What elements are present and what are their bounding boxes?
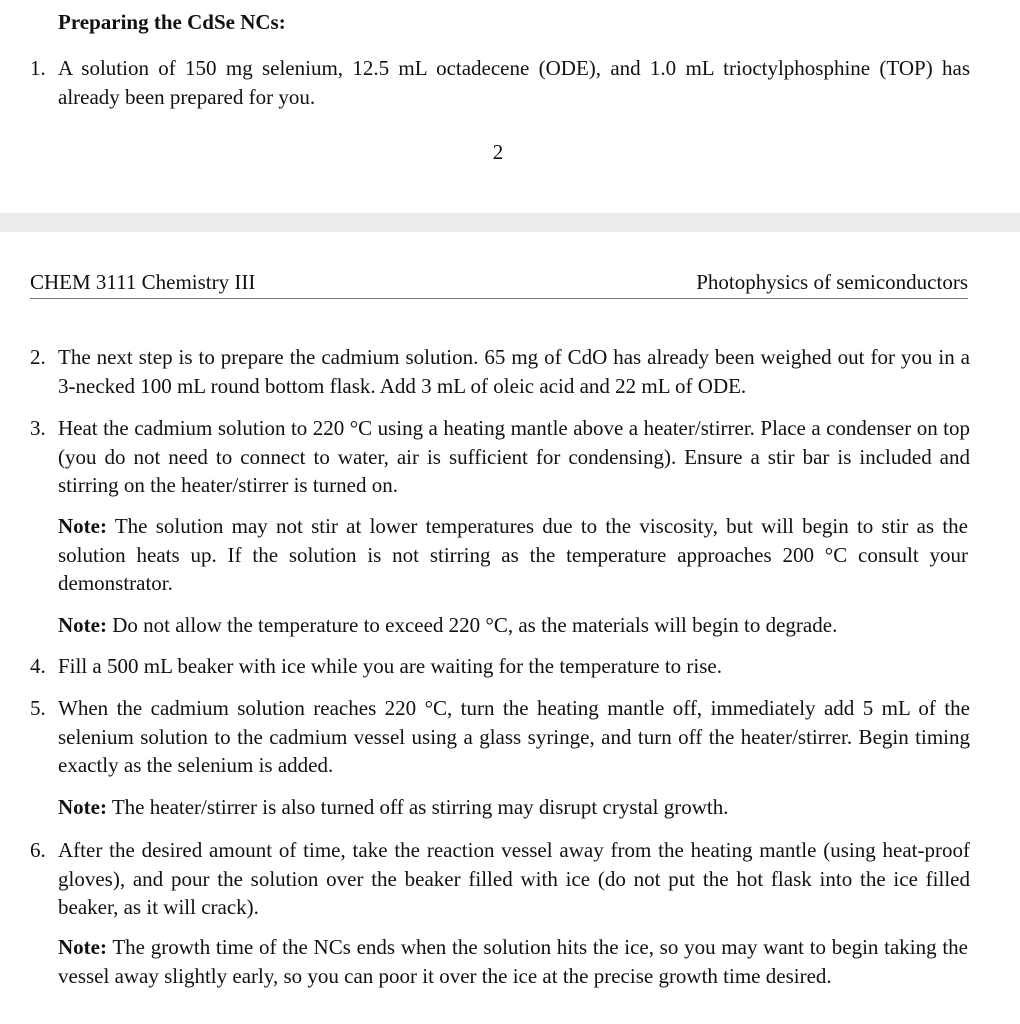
note-text: Do not allow the temperature to exceed 220 °C, as the materials will begin to degrade. bbox=[112, 613, 838, 637]
step-number: 5. bbox=[30, 696, 46, 720]
step-3 bbox=[30, 414, 970, 500]
note-label: Note: bbox=[58, 935, 107, 959]
step-1 bbox=[30, 54, 970, 111]
note-text: The growth time of the NCs ends when the solution hits the ice, so you may want to begin taking the vessel away slightly early, so you can poor it over the ice at the precise growth time desired. bbox=[58, 935, 968, 988]
step-text: The next step is to prepare the cadmium solution. 65 mg of CdO has already been weighed out for you in a 3-necked 100 mL round bottom flask. Add 3 mL of oleic acid and 22 mL of ODE. bbox=[58, 345, 970, 398]
step-4 bbox=[30, 652, 970, 681]
step-text: When the cadmium solution reaches 220 °C, turn the heating mantle off, immediately add 5 mL of the selenium solution to the cadmium vessel using a glass syringe, and turn off the heater/stirrer. Begin timing exactly as the selenium is added. bbox=[58, 696, 970, 777]
step-text: Heat the cadmium solution to 220 °C using a heating mantle above a heater/stirrer. Place a condenser on top (you do not need to connect to water, air is sufficient for condensing). Ensure a stir bar is included and stirring on the heater/stirrer is turned on. bbox=[58, 416, 970, 497]
step-number: 6. bbox=[30, 838, 46, 862]
step-number: 3. bbox=[30, 416, 46, 440]
running-header bbox=[30, 270, 968, 299]
section-heading: Preparing the CdSe NCs: bbox=[58, 10, 286, 34]
step-number: 4. bbox=[30, 654, 46, 678]
step-number: 2. bbox=[30, 345, 46, 369]
note-text: The heater/stirrer is also turned off as stirring may disrupt crystal growth. bbox=[111, 795, 729, 819]
step-text: Fill a 500 mL beaker with ice while you are waiting for the temperature to rise. bbox=[58, 654, 723, 678]
note-heater-off bbox=[58, 793, 968, 822]
step-6 bbox=[30, 836, 970, 922]
note-temperature-limit bbox=[58, 611, 968, 640]
note-label: Note: bbox=[58, 613, 107, 637]
note-label: Note: bbox=[58, 514, 107, 538]
note-stirring bbox=[58, 512, 968, 598]
page-number: 2 bbox=[492, 140, 504, 164]
page-separator bbox=[0, 213, 1020, 232]
note-growth-time bbox=[58, 933, 968, 990]
step-text: A solution of 150 mg selenium, 12.5 mL octadecene (ODE), and 1.0 mL trioctylphosphine (TOP) has already been prepared for you. bbox=[58, 56, 970, 109]
topic-title: Photophysics of semiconductors bbox=[696, 270, 968, 294]
step-text: After the desired amount of time, take the reaction vessel away from the heating mantle (using heat-proof gloves), and pour the solution over the beaker filled with ice (do not put the hot flask into the ice filled beaker, as it will crack). bbox=[58, 838, 970, 919]
step-2 bbox=[30, 343, 970, 400]
step-number: 1. bbox=[30, 56, 46, 80]
note-label: Note: bbox=[58, 795, 107, 819]
note-text: The solution may not stir at lower temperatures due to the viscosity, but will begin to stir as the solution heats up. If the solution is not stirring as the temperature approaches 200 °C consult your demonstrator. bbox=[58, 514, 968, 595]
step-5 bbox=[30, 694, 970, 780]
course-title: CHEM 3111 Chemistry III bbox=[30, 270, 256, 294]
